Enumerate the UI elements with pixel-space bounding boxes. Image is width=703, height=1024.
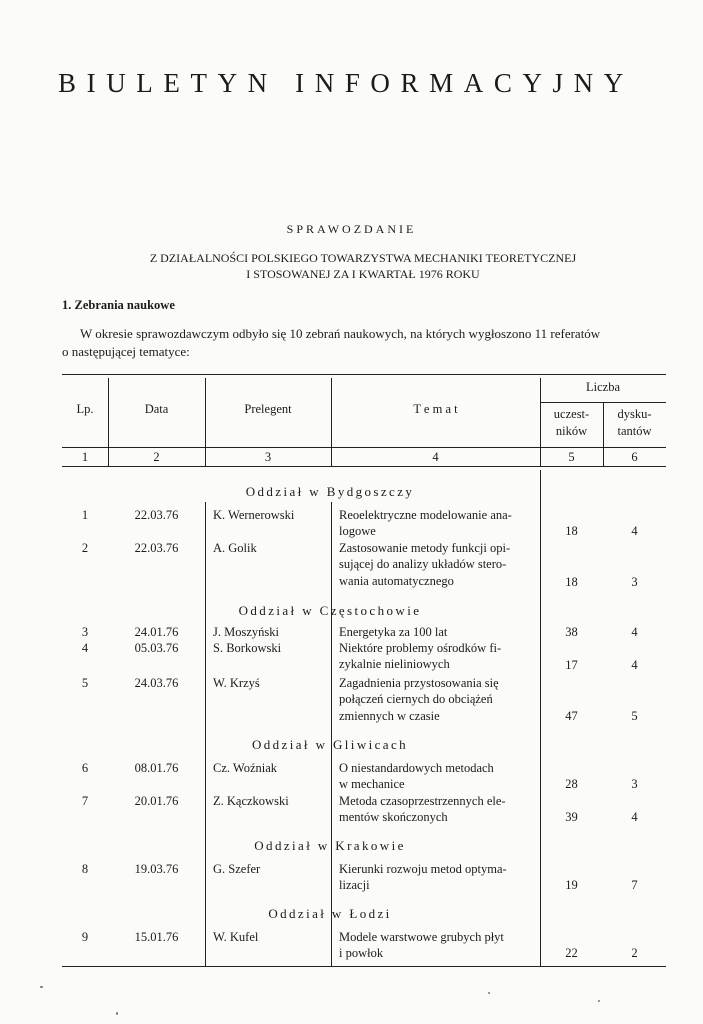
branch-title-krakow: Oddział w Krakowie (254, 838, 406, 853)
row-participants: 19 (565, 878, 578, 892)
row-topic-line: sującej do analizy układów stero- (339, 557, 507, 571)
row-speaker: S. Borkowski (213, 641, 282, 655)
header-prelegent: Prelegent (244, 402, 292, 416)
column-number: 3 (264, 450, 272, 464)
row-speaker: K. Wernerowski (213, 508, 295, 522)
row-topic-line: Zagadnienia przystosowania się (339, 676, 499, 690)
report-subtitle-line-2: I STOSOWANEJ ZA I KWARTAŁ 1976 ROKU (246, 267, 480, 281)
row-topic-line: O niestandardowych metodach (339, 761, 494, 775)
row-speaker: Cz. Woźniak (213, 761, 278, 775)
row-participants: 22 (565, 946, 578, 960)
masthead: BIULETYN INFORMACYJNY (58, 68, 634, 98)
row-speaker: J. Moszyński (213, 625, 279, 639)
row-discussants: 3 (631, 777, 638, 791)
row-date: 15.01.76 (134, 930, 179, 944)
row-discussants: 4 (631, 810, 638, 824)
report-title: SPRAWOZDANIE (286, 222, 417, 236)
header-data: Data (144, 402, 169, 416)
row-discussants: 4 (631, 658, 638, 672)
row-lp: 3 (81, 625, 89, 639)
row-lp: 5 (81, 676, 89, 690)
row-topic-line: zmiennych w czasie (339, 709, 440, 723)
column-number-rule (62, 466, 666, 467)
row-date: 22.03.76 (134, 541, 179, 555)
row-date: 08.01.76 (134, 761, 179, 775)
row-lp: 1 (81, 508, 89, 522)
table-bottom-rule (62, 966, 666, 967)
intro-line-1: W okresie sprawozdawczym odbyło się 10 zebrań naukowych, na których wygłoszono 11 referatów (80, 326, 601, 341)
body-divider-prelegent (205, 502, 206, 966)
report-subtitle-line-1: Z DZIAŁALNOŚCI POLSKIEGO TOWARZYSTWA MECHANIKI TEORETYCZNEJ (149, 251, 577, 265)
row-participants: 18 (565, 524, 578, 538)
row-lp: 4 (81, 641, 89, 655)
row-lp: 6 (81, 761, 89, 775)
row-discussants: 3 (631, 575, 638, 589)
row-topic-line: mentów skończonych (339, 810, 448, 824)
header-dyskutantow-2: tantów (617, 424, 652, 438)
row-participants: 39 (565, 810, 578, 824)
row-topic-line: logowe (339, 524, 376, 538)
branch-title-bydgoszcz: Oddział w Bydgoszczy (245, 484, 415, 499)
header-uczestnikow-2: ników (555, 424, 588, 438)
section-heading: 1. Zebrania naukowe (62, 298, 175, 312)
row-participants: 17 (565, 658, 578, 672)
row-topic-line: Niektóre problemy ośrodków fi- (339, 641, 502, 655)
row-speaker: G. Szefer (213, 862, 261, 876)
header-liczba: Liczba (585, 380, 620, 394)
row-topic-line: zykalnie nieliniowych (339, 657, 450, 671)
row-speaker: W. Krzyś (213, 676, 260, 690)
row-date: 22.03.76 (134, 508, 179, 522)
row-date: 20.01.76 (134, 794, 179, 808)
row-lp: 9 (81, 930, 89, 944)
row-topic-line: Energetyka za 100 lat (339, 625, 448, 639)
intro-line-2: o następującej tematyce: (62, 344, 190, 359)
row-topic-line: wania automatycznego (339, 574, 454, 588)
header-rule (62, 447, 666, 448)
header-dyskutantow-1: dysku- (617, 407, 652, 421)
scan-speck (488, 992, 490, 994)
header-uczestnikow-1: uczest- (553, 407, 590, 421)
scan-speck (598, 1000, 600, 1002)
column-number: 5 (568, 450, 575, 464)
row-lp: 7 (81, 794, 89, 808)
row-topic-line: Kierunki rozwoju metod optyma- (339, 862, 507, 876)
row-discussants: 5 (631, 709, 638, 723)
row-speaker: Z. Kączkowski (213, 794, 289, 808)
scan-speck (116, 1012, 118, 1015)
column-number: 4 (432, 450, 439, 464)
row-discussants: 4 (631, 625, 638, 639)
row-date: 19.03.76 (134, 862, 179, 876)
branch-title-lodz: Oddział w Łodzi (268, 906, 392, 921)
body-divider-temat (331, 502, 332, 966)
scan-speck (40, 986, 43, 988)
row-discussants: 7 (631, 878, 638, 892)
branch-title-czestochowa: Oddział w Częstochowie (238, 603, 422, 618)
column-number: 6 (631, 450, 638, 464)
branch-title-gliwice: Oddział w Gliwicach (251, 737, 409, 752)
row-date: 05.03.76 (134, 641, 179, 655)
table-top-rule (62, 374, 666, 375)
row-topic-line: w mechanice (339, 777, 405, 791)
row-date: 24.01.76 (134, 625, 179, 639)
row-topic-line: Metoda czasoprzestrzennych ele- (339, 794, 506, 808)
row-date: 24.03.76 (134, 676, 179, 690)
column-number: 2 (153, 450, 160, 464)
row-topic-line: połączeń ciernych do obciążeń (339, 692, 493, 706)
header-temat: T e m a t (413, 402, 458, 416)
row-topic-line: Modele warstwowe grubych płyt (339, 930, 504, 944)
row-participants: 47 (565, 709, 578, 723)
row-speaker: A. Golik (213, 541, 257, 555)
row-discussants: 2 (631, 946, 638, 960)
row-discussants: 4 (631, 524, 638, 538)
column-number: 1 (81, 450, 89, 464)
row-participants: 28 (565, 777, 578, 791)
row-participants: 38 (565, 625, 578, 639)
row-lp: 8 (81, 862, 89, 876)
row-speaker: W. Kufel (213, 930, 259, 944)
row-topic-line: lizacji (339, 878, 370, 892)
row-topic-line: Reoelektryczne modelowanie ana- (339, 508, 512, 522)
row-topic-line: Zastosowanie metody funkcji opi- (339, 541, 511, 555)
header-lp: Lp. (76, 402, 94, 416)
row-topic-line: i powłok (339, 946, 384, 960)
row-lp: 2 (81, 541, 89, 555)
row-participants: 18 (565, 575, 578, 589)
